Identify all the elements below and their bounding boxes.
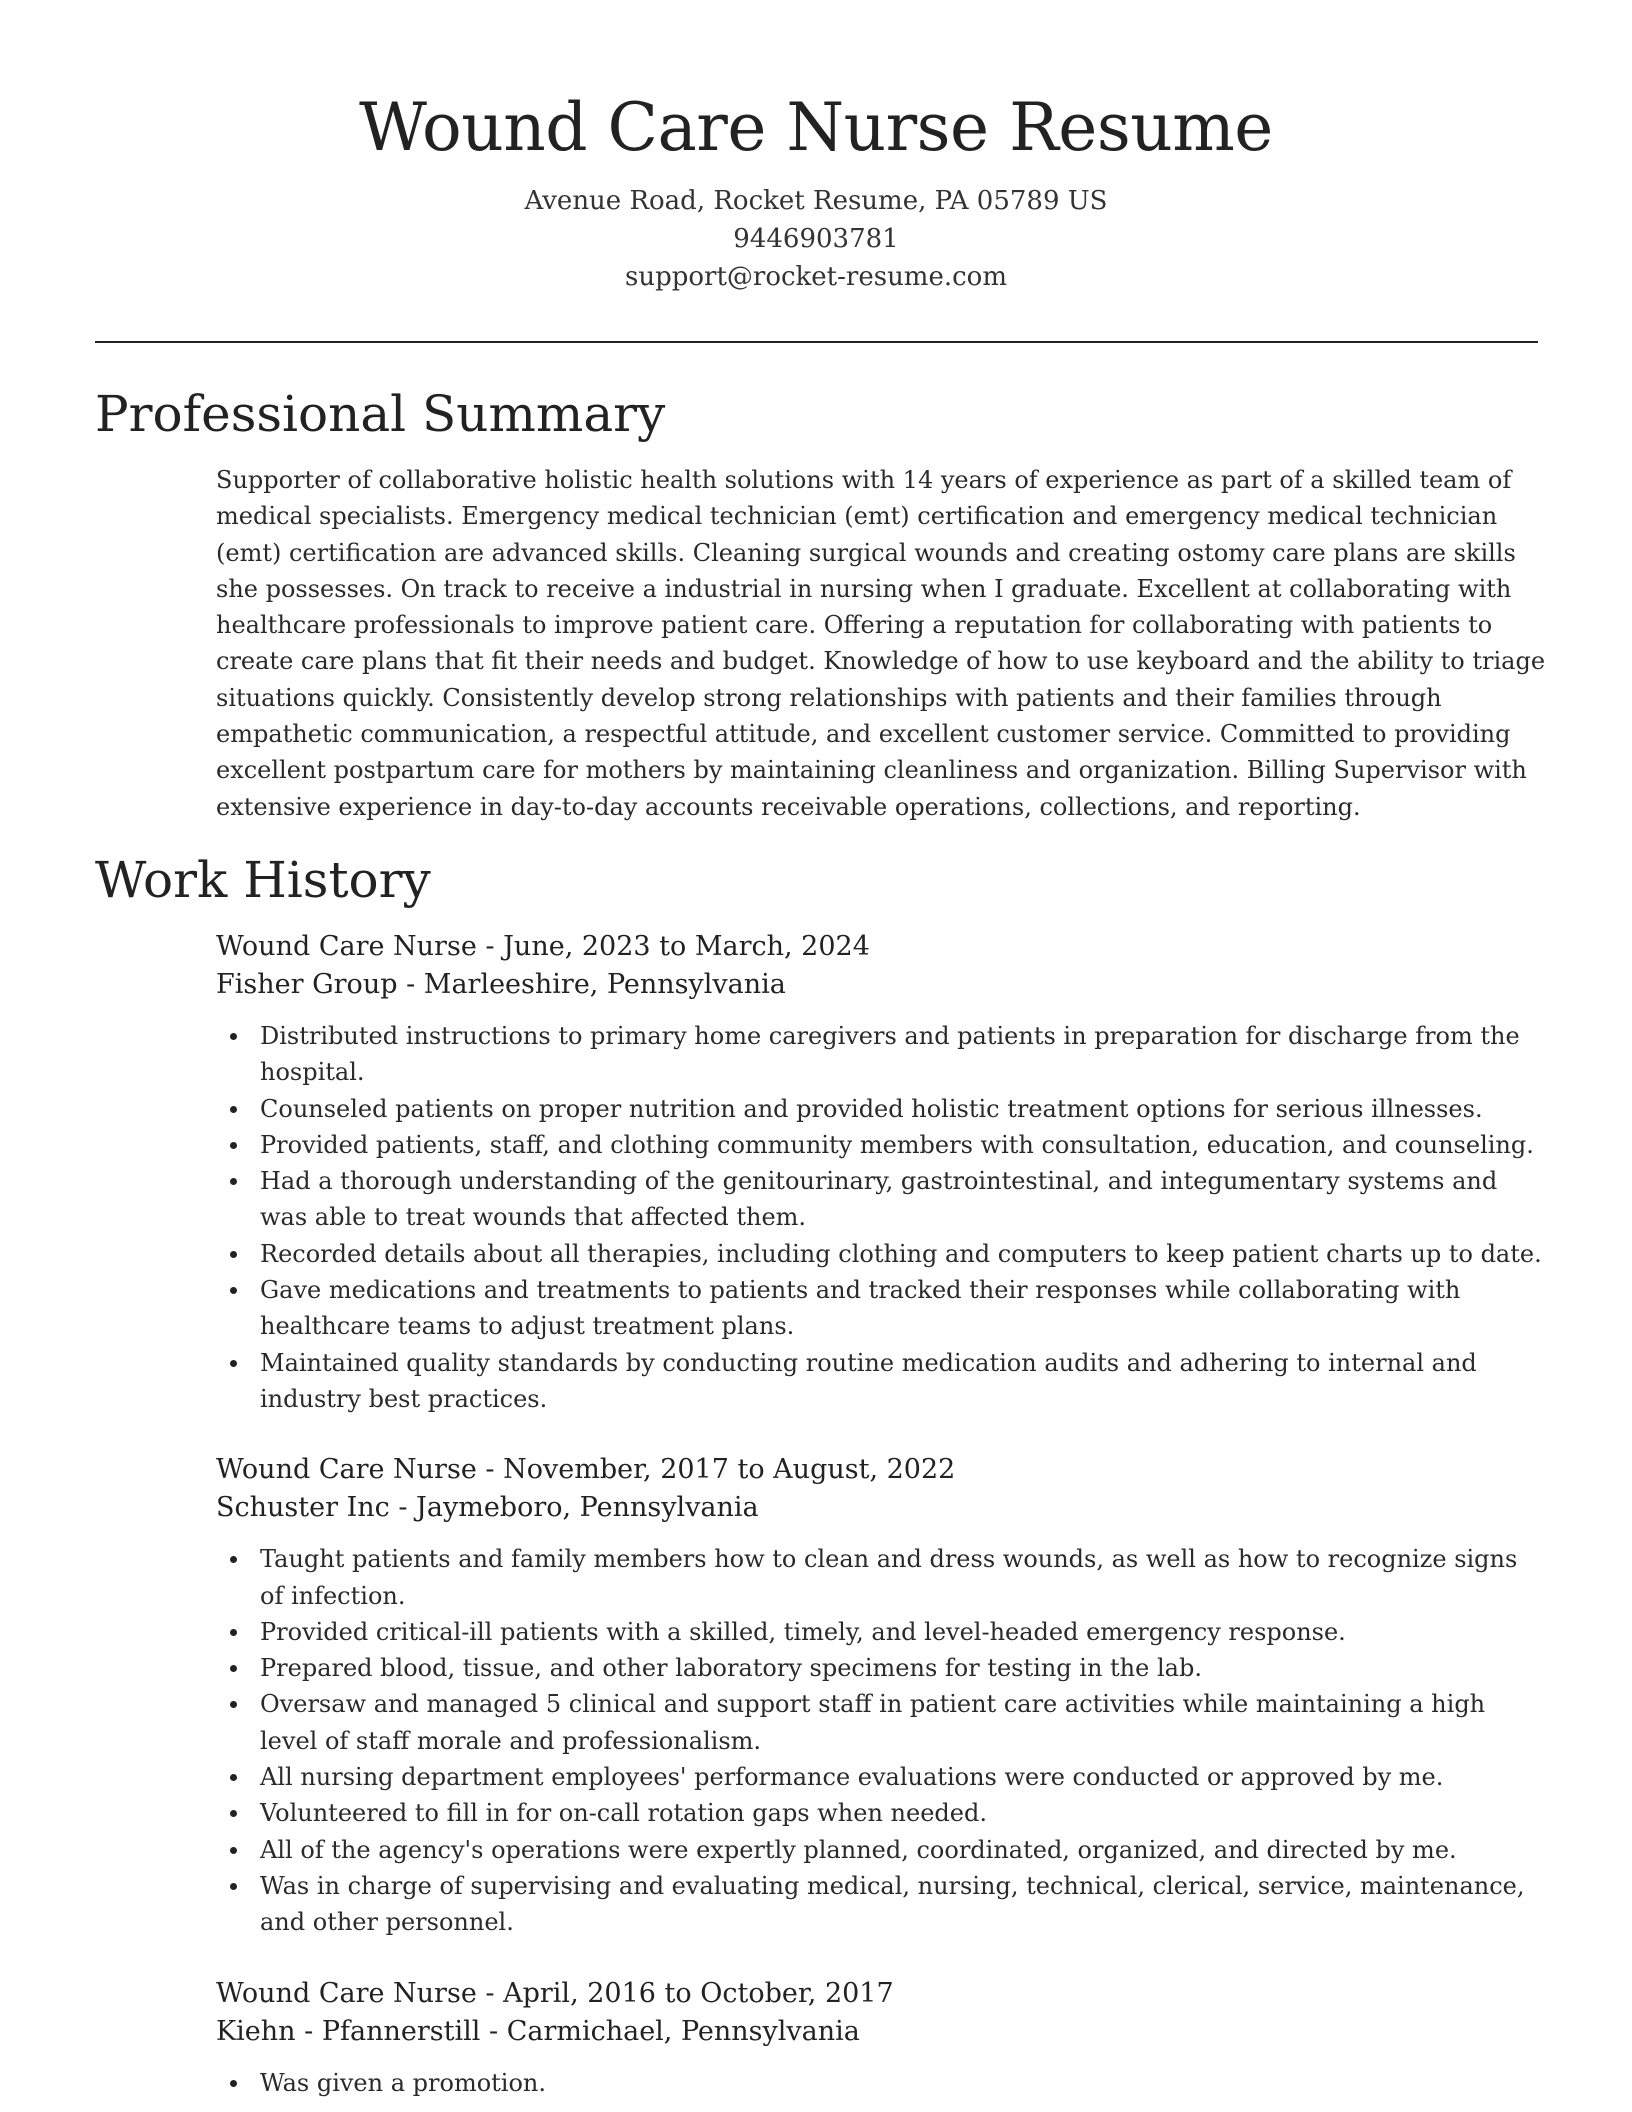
job-dates: April, 2016 to October, 2017: [503, 1977, 894, 2009]
bullet-text: Provided patients, staff, and clothing community members with consultation, education, and counseling.: [260, 1130, 1534, 1159]
separator: -: [476, 1454, 504, 1486]
bullet-text: Taught patients and family members how to clean and dress wounds, as well as how to recognize signs of infection.: [260, 1545, 1518, 1610]
bullet-item: [216, 1795, 1546, 1831]
job-location: Marleeshire, Pennsylvania: [423, 969, 786, 1000]
separator: -: [476, 1977, 504, 2009]
job-company: Schuster Inc: [216, 1492, 390, 1524]
job-company-line: [216, 966, 1546, 1004]
bullet-item: [216, 1650, 1546, 1686]
bullet-dot-icon: [230, 1665, 237, 1672]
job-title-line: [216, 928, 1546, 966]
separator: -: [397, 969, 424, 1000]
bullet-text: Prepared blood, tissue, and other laboratory specimens for testing in the lab.: [260, 1654, 1202, 1683]
bullet-item: [216, 1832, 1546, 1868]
bullet-item: [216, 1614, 1546, 1650]
bullet-text: Was in charge of supervising and evaluating medical, nursing, technical, clerical, service, maintenance, and other personnel.: [260, 1871, 1525, 1937]
job-company-line: [216, 2013, 1546, 2051]
job-title-line: [216, 1451, 1546, 1489]
bullet-item: [216, 1686, 1546, 1759]
contact-address: Avenue Road, Rocket Resume, PA 05789 US: [524, 186, 1108, 216]
job-bullets: [216, 1018, 1546, 1417]
bullet-item: [216, 1345, 1546, 1418]
bullet-dot-icon: [230, 1556, 237, 1563]
job-title: Wound Care Nurse: [216, 1454, 477, 1486]
job-title: Wound Care Nurse: [216, 1977, 477, 2009]
work-history-heading: Work History: [95, 851, 431, 909]
separator: -: [389, 1492, 417, 1524]
contact-info: [0, 182, 1632, 296]
bullet-item: [216, 1868, 1546, 1941]
bullet-dot-icon: [230, 1251, 237, 1258]
job-entry: [216, 928, 1546, 1417]
job-company-line: [216, 1489, 1546, 1527]
bullet-dot-icon: [230, 1106, 237, 1113]
job-company: Kiehn - Pfannerstill: [216, 2015, 481, 2047]
resume-title: Wound Care Nurse Resume: [359, 89, 1273, 166]
bullet-text: Oversaw and managed 5 clinical and support staff in patient care activities while maintaining a high level of staff morale and professionalism.: [260, 1690, 1486, 1755]
bullet-dot-icon: [230, 1810, 237, 1817]
job-dates: June, 2023 to March, 2024: [503, 931, 870, 962]
bullet-dot-icon: [230, 2080, 237, 2087]
bullet-dot-icon: [230, 1847, 237, 1854]
bullet-item: [216, 1272, 1546, 1345]
job-title-line: [216, 1975, 1546, 2013]
bullet-text: Gave medications and treatments to patients and tracked their responses while collaborating with healthcare teams to adjust treatment plans.: [260, 1276, 1461, 1341]
bullet-dot-icon: [230, 1142, 237, 1149]
bullet-text: All nursing department employees' performance evaluations were conducted or approved by me.: [260, 1763, 1444, 1792]
bullet-text: Volunteered to fill in for on-call rotation gaps when needed.: [260, 1799, 987, 1828]
bullet-item: [216, 1018, 1546, 1091]
bullet-text: Was given a promotion.: [260, 2068, 547, 2097]
job-entry: [216, 1975, 1546, 2101]
bullet-dot-icon: [230, 1701, 237, 1708]
resume-header: [0, 0, 1632, 296]
work-history-list: [216, 928, 1546, 2112]
bullet-dot-icon: [230, 1629, 237, 1636]
bullet-text: Counseled patients on proper nutrition and provided holistic treatment options for serious illnesses.: [260, 1094, 1483, 1123]
bullet-item: [216, 1091, 1546, 1127]
bullet-dot-icon: [230, 1360, 237, 1367]
bullet-item: [216, 1163, 1546, 1236]
bullet-text: Provided critical-ill patients with a skilled, timely, and level-headed emergency response.: [260, 1617, 1346, 1646]
bullet-item: [216, 1236, 1546, 1272]
job-title: Wound Care Nurse: [216, 931, 477, 962]
contact-phone: 9446903781: [733, 224, 899, 254]
bullet-dot-icon: [230, 1883, 237, 1890]
bullet-item: [216, 1541, 1546, 1614]
bullet-item: [216, 1127, 1546, 1163]
separator: -: [476, 931, 504, 962]
summary-heading: Professional Summary: [95, 385, 666, 443]
contact-email: support@rocket-resume.com: [624, 262, 1007, 292]
job-company: Fisher Group: [216, 969, 398, 1000]
job-dates: November, 2017 to August, 2022: [503, 1454, 956, 1486]
header-divider: [95, 341, 1538, 343]
job-bullets: [216, 2065, 1546, 2101]
bullet-text: Distributed instructions to primary home caregivers and patients in preparation for discharge from the hospital.: [260, 1022, 1520, 1087]
bullet-text: All of the agency's operations were expertly planned, coordinated, organized, and directed by me.: [260, 1835, 1457, 1864]
job-location: Carmichael, Pennsylvania: [506, 2015, 860, 2047]
bullet-text: Recorded details about all therapies, including clothing and computers to keep patient charts up to date.: [260, 1239, 1542, 1268]
bullet-text: Maintained quality standards by conducting routine medication audits and adhering to internal and industry best practices.: [260, 1348, 1477, 1413]
summary-text: Supporter of collaborative holistic health solutions with 14 years of experience as part of a skilled team of medical specialists. Emergency medical technician (emt) certification and emergency medical technician (emt) certification are advanced skills. Cleaning surgical wounds and creating ostomy care plans are skills she possesses. On track to receive a industrial in nursing when I graduate. Excellent at collaborating with healthcare professionals to improve patient care. Offering a reputation for collaborating with patients to create care plans that fit their needs and budget. Knowledge of how to use keyboard and the ability to triage situations quickly. Consistently develop strong relationships with patients and their families through empathetic communication, a respectful attitude, and excellent customer service. Committed to providing excellent postpartum care for mothers by maintaining cleanliness and organization. Billing Supervisor with extensive experience in day-to-day accounts receivable operations, collections, and reporting.: [216, 466, 1546, 821]
bullet-item: [216, 1759, 1546, 1795]
job-location: Jaymeboro, Pennsylvania: [416, 1492, 759, 1524]
job-entry: [216, 1451, 1546, 1940]
separator: -: [480, 2015, 507, 2047]
bullet-dot-icon: [230, 1287, 237, 1294]
job-bullets: [216, 1541, 1546, 1940]
bullet-dot-icon: [230, 1774, 237, 1781]
bullet-item: [216, 2065, 1546, 2101]
bullet-dot-icon: [230, 1033, 237, 1040]
bullet-text: Had a thorough understanding of the genitourinary, gastrointestinal, and integumentary systems and was able to treat wounds that affected them.: [260, 1167, 1498, 1232]
bullet-dot-icon: [230, 1178, 237, 1185]
